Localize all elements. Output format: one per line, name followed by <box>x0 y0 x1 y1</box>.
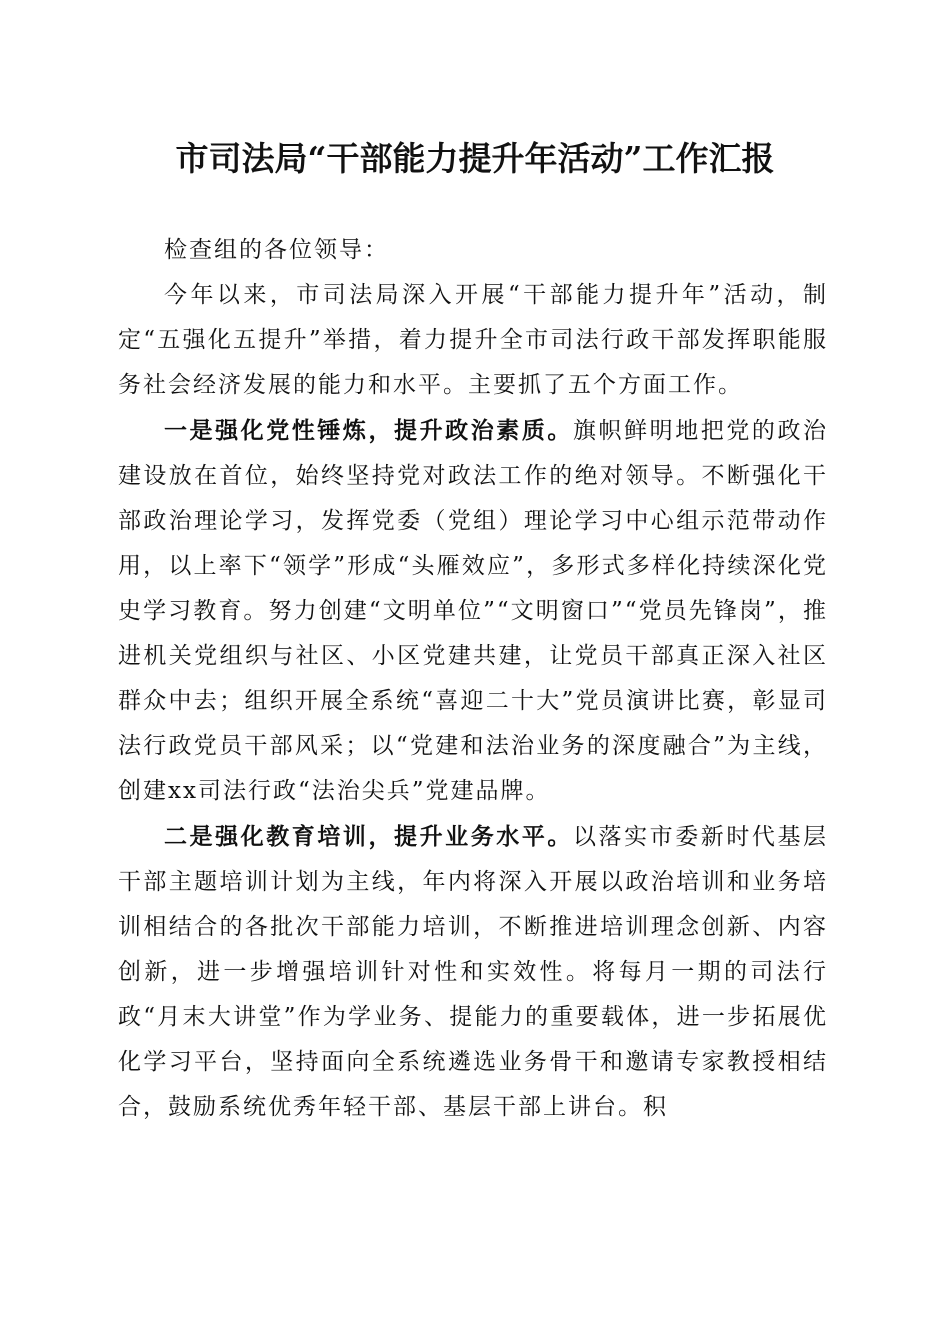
section-lead-1: 一是强化党性锤炼，提升政治素质。 <box>164 417 573 444</box>
document-title: 市司法局“干部能力提升年活动”工作汇报 <box>175 139 775 178</box>
section-text-1: 旗帜鲜明地把党的政治建设放在首位，始终坚持党对政法工作的绝对领导。不断强化干部政治理论学习，发挥党委（党组）理论学习中心组示范带动作用，以上率下“领学”形成“头雁效应”，多形式多样化持续深化党史学习教育。努力创建“文明单位”“文明窗口”“党员先锋岗”，推进机关党组织与社区、小区党建共建，让党员干部真正深入社区群众中去；组织开展全系统“喜迎二十大”党员演讲比赛，彰显司法行政党员干部风采；以“党建和法治业务的深度融合”为主线，创建xx司法行政“法治尖兵”党建品牌。 <box>118 418 829 804</box>
section-text-2: 以落实市委新时代基层干部主题培训计划为主线，年内将深入开展以政治培训和业务培训相结合的各批次干部能力培训，不断推进培训理念创新、内容创新，进一步增强培训针对性和实效性。将每月一期的司法行政“月末大讲堂”作为学业务、提能力的重要载体，进一步拓展优化学习平台，坚持面向全系统遴选业务骨干和邀请专家教授相结合，鼓励系统优秀年轻干部、基层干部上讲台。积 <box>118 824 829 1120</box>
section-paragraph-2 <box>118 814 828 1130</box>
salutation: 检查组的各位领导： <box>164 237 389 263</box>
section-paragraph-1 <box>118 408 828 814</box>
document-body <box>118 228 828 1130</box>
section-lead-2: 二是强化教育培训，提升业务水平。 <box>164 823 573 850</box>
intro-paragraph: 今年以来，市司法局深入开展“干部能力提升年”活动，制定“五强化五提升”举措，着力提升全市司法行政干部发挥职能服务社会经济发展的能力和水平。主要抓了五个方面工作。 <box>118 282 828 398</box>
